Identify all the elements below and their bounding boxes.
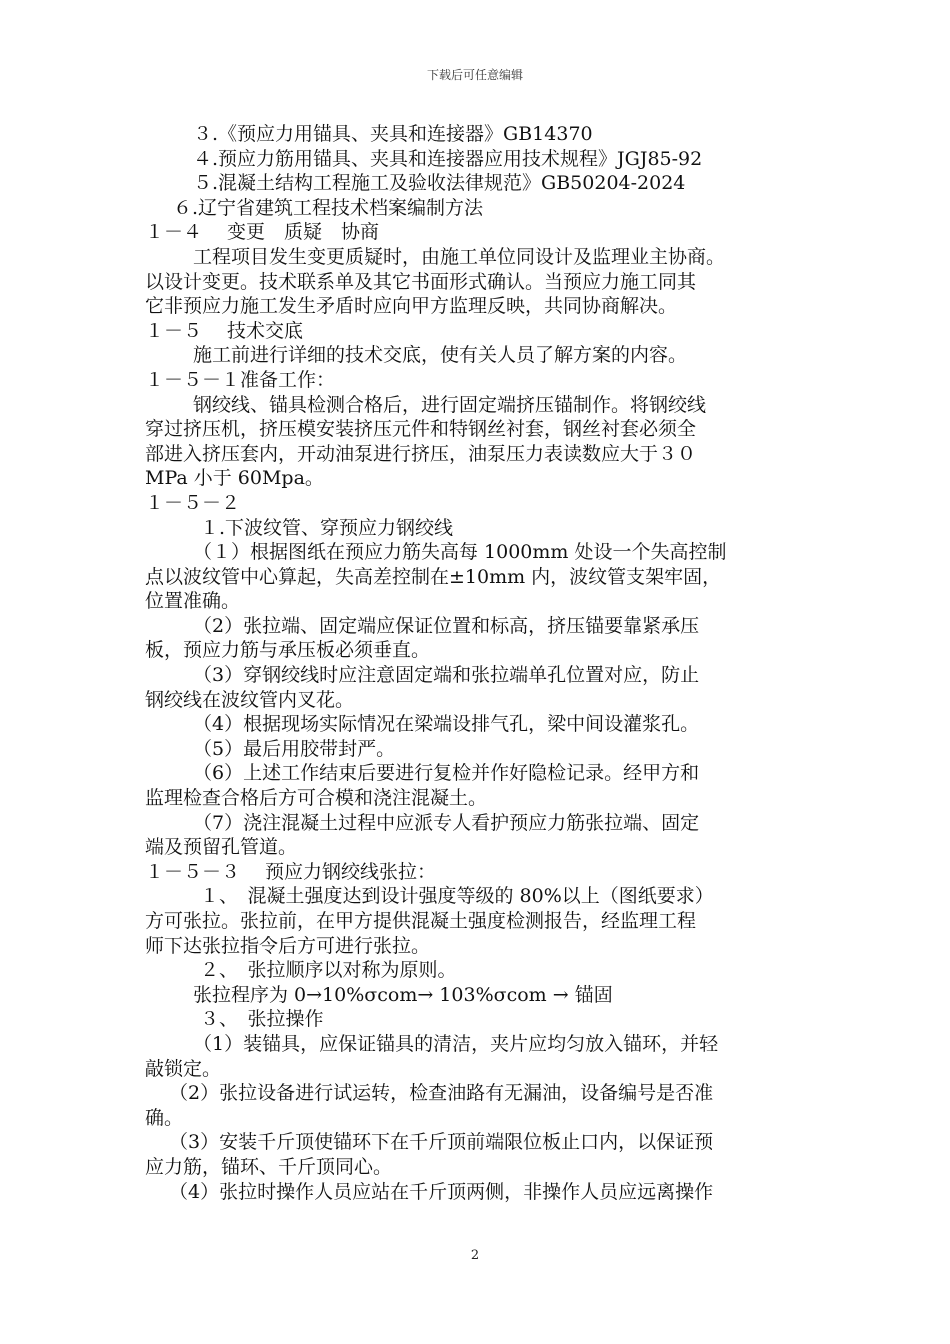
text-line: １－５ 技术交底: [145, 319, 304, 342]
text-line: 位置准确。: [145, 590, 241, 613]
text-line: 敲锁定。: [145, 1057, 222, 1080]
text-line: １、 混凝土强度达到设计强度等级的 80%以上（图纸要求）: [200, 885, 714, 908]
text-line: ５.混凝土结构工程施工及验收法律规范》GB50204-2024: [193, 172, 686, 195]
text-line: １－５－３ 预应力钢绞线张拉：: [145, 860, 437, 883]
text-line: 以设计变更。技术联系单及其它书面形式确认。当预应力施工同其: [145, 270, 697, 293]
text-line: ６.辽宁省建筑工程技术档案编制方法: [173, 196, 484, 219]
text-line: ３.《预应力用锚具、夹具和连接器》GB14370: [193, 123, 593, 145]
text-line: 端及预留孔管道。: [145, 836, 298, 859]
text-line: （2）张拉端、固定端应保证位置和标高，挤压锚要靠紧承压: [193, 614, 700, 637]
text-line: 工程项目发生变更质疑时，由施工单位同设计及监理业主协商。: [193, 245, 726, 268]
text-line: （１）根据图纸在预应力筋失高每 1000mm 处设一个失高控制: [193, 541, 727, 564]
text-line: 部进入挤压套内，开动油泵进行挤压，油泵压力表读数应大于３０: [145, 442, 697, 465]
page-number: 2: [470, 1248, 480, 1263]
text-line: （5）最后用胶带封严。: [193, 737, 396, 760]
text-line: 确。: [145, 1106, 184, 1129]
text-line: ４.预应力筋用锚具、夹具和连接器应用技术规程》JGJ85-92: [193, 147, 703, 170]
page-header: 下载后可任意编辑: [426, 68, 523, 82]
text-line: （6）上述工作结束后要进行复检并作好隐检记录。经甲方和: [193, 762, 700, 785]
text-line: （3）安装千斤顶使锚环下在千斤顶前端限位板止口内，以保证预: [169, 1131, 714, 1154]
text-line: １.下波纹管、穿预应力钢绞线: [200, 516, 454, 539]
text-line: 监理检查合格后方可合模和浇注混凝土。: [145, 787, 488, 810]
text-line: （3）穿钢绞线时应注意固定端和张拉端单孔位置对应，防止: [193, 664, 700, 687]
text-line: （2）张拉设备进行试运转，检查油路有无漏油，设备编号是否准: [169, 1082, 714, 1105]
text-line: MPa 小于 60Mpa。: [145, 467, 324, 490]
text-line: １－５－１准备工作：: [145, 368, 336, 391]
text-line: 施工前进行详细的技术交底，使有关人员了解方案的内容。: [193, 344, 688, 367]
text-line: ３、 张拉操作: [200, 1008, 324, 1031]
text-line: 穿过挤压机，挤压模安装挤压元件和特钢丝衬套，钢丝衬套必须全: [145, 418, 697, 441]
text-line: １－５－２: [145, 491, 241, 514]
text-line: 张拉程序为 0→10%σcom→ 103%σcom → 锚固: [193, 983, 613, 1006]
text-line: 应力筋，锚环、千斤顶同心。: [145, 1155, 393, 1178]
text-line: 点以波纹管中心算起，失高差控制在±10mm 内，波纹管支架牢固，: [145, 565, 722, 588]
text-line: （7）浇注混凝土过程中应派专人看护预应力筋张拉端、固定: [193, 811, 700, 834]
text-line: １－４ 变更 质疑 协商: [145, 221, 380, 244]
text-line: （4）张拉时操作人员应站在千斤顶两侧，非操作人员应远离操作: [169, 1180, 714, 1203]
text-line: 方可张拉。张拉前，在甲方提供混凝土强度检测报告，经监理工程: [145, 910, 697, 932]
document-body: [145, 122, 809, 1204]
text-line: 钢绞线在波纹管内叉花。: [145, 688, 355, 711]
text-line: ２、 张拉顺序以对称为原则。: [200, 959, 457, 982]
text-line: 板，预应力筋与承压板必须垂直。: [145, 639, 431, 662]
text-line: 它非预应力施工发生矛盾时应向甲方监理反映，共同协商解决。: [145, 295, 678, 318]
text-line: 钢绞线、锚具检测合格后，进行固定端挤压锚制作。将钢绞线: [193, 393, 707, 416]
text-line: （4）根据现场实际情况在梁端设排气孔，梁中间设灌浆孔。: [193, 713, 700, 736]
text-line: 师下达张拉指令后方可进行张拉。: [145, 934, 431, 957]
text-line: （1）装锚具，应保证锚具的清洁，夹片应均匀放入锚环，并轻: [193, 1032, 719, 1055]
